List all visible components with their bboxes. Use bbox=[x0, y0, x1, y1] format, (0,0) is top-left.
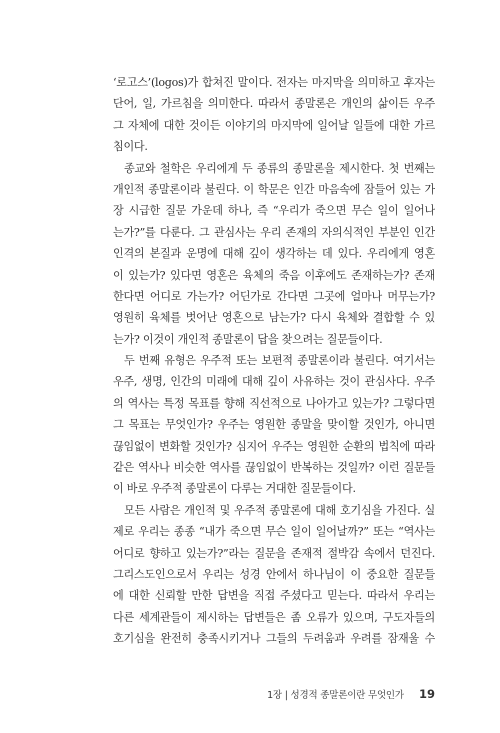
text-line: 호기심을 완전히 충족시키거나 그들의 두려움과 우려를 잠재울 수 bbox=[113, 632, 435, 646]
text-line: 단어, 일, 가르침을 의미한다. 따라서 종말론은 개인의 삶이든 우주 bbox=[113, 97, 435, 111]
text-line: 모든 사람은 개인적 및 우주적 종말론에 대해 호기심을 가진다. 실 bbox=[124, 503, 435, 517]
text-line: 두 번째 유형은 우주적 또는 보편적 종말론이라 불린다. 여기서는 bbox=[124, 354, 435, 368]
text-line: 그 목표는 무엇인가? 우주는 영원한 종말을 맞이할 것인가, 아니면 bbox=[113, 418, 435, 432]
text-line: 장 시급한 질문 가운데 하나, 즉 “우리가 죽으면 무슨 일이 일어나 bbox=[113, 204, 435, 218]
page-footer bbox=[0, 683, 435, 702]
text-line: 종교와 철학은 우리에게 두 종류의 종말론을 제시한다. 첫 번째는 bbox=[124, 161, 435, 175]
text-line: 어디로 향하고 있는가?”라는 질문을 존재적 절박감 속에서 던진다. bbox=[113, 546, 435, 560]
text-line: 개인적 종말론이라 불린다. 이 학문은 인간 마음속에 잠들어 있는 가 bbox=[113, 182, 435, 196]
text-line: 다른 세계관들이 제시하는 답변들은 좀 오류가 있으며, 구도자들의 bbox=[113, 610, 435, 624]
text-line: 는가?”를 다룬다. 그 관심사는 우리 존재의 자의식적인 부분인 인간 bbox=[113, 225, 435, 239]
text-line: ‘로고스’(logos)가 합쳐진 말이다. 전자는 마지막을 의미하고 후자는 bbox=[113, 76, 435, 89]
text-line: 그리스도인으로서 우리는 성경 안에서 하나님이 이 중요한 질문들 bbox=[113, 567, 435, 581]
text-line: 영원히 육체를 벗어난 영혼으로 남는가? 다시 육체와 결합할 수 있 bbox=[113, 311, 435, 325]
text-line: 이 있는가? 있다면 영혼은 육체의 죽음 이후에도 존재하는가? 존재 bbox=[113, 268, 435, 282]
text-line: 의 역사는 특정 목표를 향해 직선적으로 나아가고 있는가? 그렇다면 bbox=[113, 396, 435, 410]
text-line: 침이다. bbox=[113, 140, 148, 154]
body-text bbox=[113, 72, 435, 650]
text-line: 제로 우리는 종종 “내가 죽으면 무슨 일이 일어날까?” 또는 “역사는 bbox=[113, 525, 435, 539]
text-line: 한다면 어디로 가는가? 어딘가로 간다면 그곳에 얼마나 머무는가? bbox=[113, 289, 435, 303]
text-line: 에 대한 신뢰할 만한 답변을 직접 주셨다고 믿는다. 따라서 우리는 bbox=[113, 589, 435, 603]
running-head: 1장 | 성경적 종말론이란 무엇인가 bbox=[267, 690, 404, 701]
text-line: 인격의 본질과 운명에 대해 깊이 생각하는 데 있다. 우리에게 영혼 bbox=[113, 247, 435, 261]
text-line: 이 바로 우주적 종말론이 다루는 거대한 질문들이다. bbox=[113, 482, 356, 496]
text-line: 같은 역사나 비슷한 역사를 끊임없이 반복하는 것일까? 이런 질문들 bbox=[113, 461, 435, 475]
page-number: 19 bbox=[418, 687, 435, 701]
text-line: 그 자체에 대한 것이든 이야기의 마지막에 일어날 일들에 대한 가르 bbox=[113, 118, 435, 132]
text-line: 끊임없이 변화할 것인가? 심지어 우주는 영원한 순환의 법칙에 따라 bbox=[113, 439, 435, 453]
text-line: 는가? 이것이 개인적 종말론이 답을 찾으려는 질문들이다. bbox=[113, 332, 383, 346]
text-line: 우주, 생명, 인간의 미래에 대해 깊이 사유하는 것이 관심사다. 우주 bbox=[113, 375, 435, 389]
